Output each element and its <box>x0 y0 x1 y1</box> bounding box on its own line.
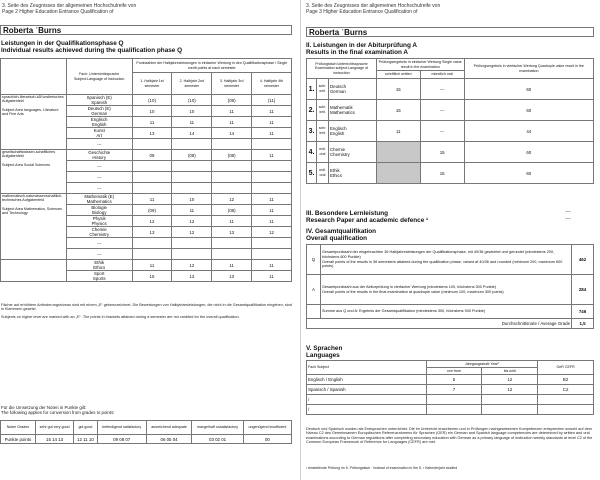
semester-points-cell: 10 <box>172 106 212 117</box>
conversion-points-cell: 09 08 07 <box>97 435 146 444</box>
semester-points-cell: (11) <box>252 95 292 106</box>
exam-written-cell <box>376 142 420 163</box>
language-ger: B2 <box>538 375 594 385</box>
exam-mode: mdl. oral <box>316 163 328 184</box>
exam-row <box>307 142 594 163</box>
subject-name-en: History <box>92 155 107 160</box>
exam-row <box>307 163 594 184</box>
conversion-header-adequate: ausreichend adequate <box>146 421 191 435</box>
semester-3-header: 3. Halbjahr 3rd semester <box>212 73 252 95</box>
exam-quad-cell: 60 <box>464 100 593 121</box>
exam-single-header: Prüfungsergebnis in einfacher Wertung Single value result in the examination <box>376 59 464 71</box>
exam-subject-de: Mathematik <box>329 105 353 110</box>
average-grade-value: 1,5 <box>572 319 594 329</box>
overall-row-text: Gesamtpunktzahl der eingebrachten 36 Halbjahresleistungen der Qualifikationsphase, mit 40/36 gewichtet und gerundet (mindestens 200, höchstens 600 Punkte) Overall points of the results in 36 semesters attained during the qualification phase, valued at 40/36 and rounded (minimum 200, maximum 600 points) <box>320 245 571 275</box>
semester-points-cell: 11 <box>252 194 292 205</box>
exam-mode: schr. writ. <box>316 100 328 121</box>
exam-mode: schr. writ. <box>316 121 328 142</box>
subject-cell <box>66 172 132 183</box>
subject-name-de: --- <box>97 163 102 169</box>
exam-subject-cell <box>328 121 376 142</box>
exam-subject-cell <box>328 142 376 163</box>
subject-cell <box>66 216 132 227</box>
left-footnote <box>1 303 293 319</box>
languages-note: Deutsch und Spanisch wurden als Erstsprachen unterrichtet. Die im Unterricht erworbenen und in Prüfungen nachgewiesenen Kompetenzen entsprechen sowohl auf dem Niveau C2 des Gemeinsamen Europäischen Referenzrahmens für Sprachen (GER) ein German and Spanish language competencies are determined by written and oral examinations according to German regulations after completing secondary education with German as a primary language of instruction weekly standards at level C2 of the Common European Framework of Reference for Languages (CEFR) are met. <box>306 427 593 445</box>
exam-subject-de: Ethik <box>329 168 340 173</box>
semester-points-cell: 11 <box>212 117 252 128</box>
semester-points-cell <box>132 139 172 150</box>
subject-name-de: Spanisch (E) <box>86 95 112 100</box>
exam-table-body <box>307 79 594 184</box>
subject-name-en: Mathematics <box>86 199 112 204</box>
subject-name-de: Chemie <box>91 227 107 232</box>
semester-points-cell: (08) <box>212 150 252 161</box>
subject-name-de: Kunst <box>93 128 105 133</box>
subject-cell <box>66 183 132 194</box>
overall-row-text: Gesamtpunktzahl aus der Abiturprüfung in vierfacher Wertung (mindestens 100, höchstens 300 Punkte) Overall points of the results in the final examination at quadruple value (minimum 100, maximum 300 points) <box>320 275 571 305</box>
subject-name-en: Spanish <box>91 100 108 105</box>
exam-written-cell <box>376 163 420 184</box>
semester-points-cell <box>212 161 252 172</box>
language-row <box>307 385 594 395</box>
semester-points-cell: 09 <box>132 150 172 161</box>
exam-oral-cell: --- <box>420 79 464 100</box>
language-to <box>482 395 538 405</box>
subject-name-de: --- <box>97 185 102 191</box>
semester-points-cell: 11 <box>132 194 172 205</box>
language-to: 12 <box>482 375 538 385</box>
conversion-title-de: Für die Umsetzung der Noten in Punkte gilt: <box>1 405 87 410</box>
qualification-table-body <box>1 95 292 282</box>
overall-row <box>307 245 594 275</box>
language-row <box>307 395 594 405</box>
semester-points-cell: 11 <box>252 271 292 282</box>
subject-cell <box>66 95 132 106</box>
exam-oral-cell: --- <box>420 100 464 121</box>
overall-title-en: Overall qualification <box>306 235 368 242</box>
exam-subject-de: Chemie <box>329 147 346 152</box>
semester-points-cell: (10) <box>132 95 172 106</box>
exam-row <box>307 121 594 142</box>
overall-row <box>307 275 594 305</box>
subject-name-de: Biologie <box>91 205 107 210</box>
overall-row <box>307 305 594 319</box>
semester-points-cell <box>252 172 292 183</box>
subject-name-de: Englisch <box>90 117 108 122</box>
exam-number: 1. <box>307 79 317 100</box>
subject-cell <box>66 249 132 260</box>
overall-section-title <box>306 228 376 242</box>
exam-number: 3. <box>307 121 317 142</box>
subject-area-label: mathematisch-naturwissenschaftlich-technisches Aufgabenfeld Subject Area Mathematics, Sciences and Technology <box>1 194 67 260</box>
lang-subject-header: Fach Subject <box>307 361 427 375</box>
lang-from-header: von from <box>426 368 482 375</box>
semester-points-cell: 15 <box>132 271 172 282</box>
exam-mode: mdl. oral <box>316 142 328 163</box>
area-col-header <box>1 59 67 95</box>
conversion-header-unsatisfactory: mangelhaft unsatisfactory <box>192 421 244 435</box>
subject-name-en: Sports <box>92 276 106 281</box>
right-name-box: Roberta ˈBurns <box>306 27 594 37</box>
subject-name-de: Deutsch (E) <box>87 106 111 111</box>
subject-name-en: Art <box>96 133 102 138</box>
overall-row-value: 746 <box>572 305 594 319</box>
exam-subject-en: Ethics <box>329 173 342 178</box>
conversion-title <box>1 405 114 415</box>
subject-name-en: German <box>91 111 108 116</box>
semester-points-cell <box>132 172 172 183</box>
subject-name-de: Mathematik (E) <box>84 194 115 199</box>
right-header-line-de: 3. Seite des Zeugnisses der allgemeinen Hochschulreife von <box>306 3 441 9</box>
conversion-header-good: gut good <box>74 421 97 435</box>
left-page-header <box>2 3 136 15</box>
semester-points-cell: 11 <box>172 117 212 128</box>
conversion-header-grades: Noten Grades <box>1 421 36 435</box>
semester-points-cell: 12 <box>172 216 212 227</box>
points-header-en: Single credit points at each semester <box>187 61 288 70</box>
conversion-points-cell: 00 <box>243 435 291 444</box>
left-section-title-en: Individual results achieved during the qualification phase Q <box>1 47 183 54</box>
languages-title-en: Languages <box>306 352 340 359</box>
points-header-de: Punktzahlen der Halbjahresleistungen in einfacher Wertung in den Qualifikationsphase / <box>136 61 277 66</box>
footnote-en: Subjects on higher level are marked with an „E“. The points in brackets attained during a semester are not credited for the overall qualification. <box>1 314 240 319</box>
left-section-title-de: Leistungen in der Qualifikationsphase Q <box>1 40 124 47</box>
research-value: --- <box>565 216 571 222</box>
semester-points-cell <box>252 249 292 260</box>
exam-subject-en: English <box>329 131 345 136</box>
exam-subject-cell <box>328 100 376 121</box>
semester-points-cell: 13 <box>212 227 252 238</box>
semester-points-cell: 10 <box>172 194 212 205</box>
subject-cell <box>66 128 132 139</box>
conversion-points-label: Punkte points <box>1 435 36 444</box>
language-from: 7 <box>426 385 482 395</box>
exam-subject-en: Mathematics <box>329 110 355 115</box>
semester-points-cell <box>252 183 292 194</box>
language-subject: Spanisch / Spanish <box>307 385 427 395</box>
semester-points-cell: (08) <box>212 205 252 216</box>
exam-section-title-en: Results in the final examination A <box>306 49 409 56</box>
semester-points-cell <box>212 183 252 194</box>
exam-section-title <box>306 42 417 56</box>
exam-oral-cell: 15 <box>420 163 464 184</box>
language-from <box>426 395 482 405</box>
semester-points-cell: 13 <box>212 271 252 282</box>
subject-name-en: Biology <box>91 210 107 215</box>
semester-points-cell <box>172 183 212 194</box>
language-to <box>482 405 538 415</box>
exam-oral-header: mündlich oral <box>420 71 464 79</box>
exam-subject-header: Prüfungsfach:Unterrichtssprache Examination subject:Language of instruction <box>307 59 377 79</box>
subject-cell <box>66 117 132 128</box>
qualification-row <box>1 194 292 205</box>
subject-cell <box>66 139 132 150</box>
semester-points-cell: 11 <box>252 106 292 117</box>
language-ger <box>538 405 594 415</box>
left-header-line-de: 3. Seite des Zeugnisses der allgemeinen Hochschulreife von <box>2 3 137 9</box>
subject-cell <box>66 106 132 117</box>
exam-number: 2. <box>307 100 317 121</box>
semester-points-cell: 14 <box>172 128 212 139</box>
semester-points-cell <box>252 238 292 249</box>
semester-points-cell: 11 <box>212 106 252 117</box>
semester-points-cell: (08) <box>172 150 212 161</box>
semester-points-cell: (09) <box>132 205 172 216</box>
subject-name-en: Physics <box>91 221 107 226</box>
semester-points-cell: 12 <box>172 260 212 271</box>
semester-points-cell: 11 <box>252 205 292 216</box>
right-header-line-en: Page 3 Higher Education Entrance Qualification of <box>306 9 418 15</box>
subject-name-de: Ethik <box>94 260 105 265</box>
exam-number: 5. <box>307 163 317 184</box>
semester-points-cell <box>132 183 172 194</box>
subject-name-de: Sport <box>93 271 105 276</box>
semester-points-cell <box>172 161 212 172</box>
research-section-title <box>306 210 428 224</box>
subject-name-de: --- <box>97 141 102 147</box>
semester-points-cell: 11 <box>212 260 252 271</box>
semester-points-cell: 11 <box>252 128 292 139</box>
language-from: 5 <box>426 375 482 385</box>
qualification-row <box>1 150 292 161</box>
exam-table <box>306 58 594 184</box>
lang-to-header: bis until <box>482 368 538 375</box>
overall-row-value: 462 <box>572 245 594 275</box>
language-subject: Englisch / English <box>307 375 427 385</box>
exam-written-cell: 15 <box>376 100 420 121</box>
semester-points-cell: 10 <box>132 106 172 117</box>
right-page-header <box>306 3 440 15</box>
exam-number: 4. <box>307 142 317 163</box>
language-from <box>426 405 482 415</box>
subject-cell <box>66 260 132 271</box>
semester-points-cell <box>172 249 212 260</box>
subject-cell <box>66 271 132 282</box>
conversion-title-en: The following applies for conversion from grades to points: <box>1 410 115 415</box>
exam-row <box>307 79 594 100</box>
language-to: 12 <box>482 385 538 395</box>
semester-points-cell: 11 <box>212 216 252 227</box>
semester-points-cell: 11 <box>132 260 172 271</box>
subject-area-label <box>1 260 67 282</box>
subject-col-header: Fach: Unterrichtssprache Subject:Language of instruction <box>66 59 132 95</box>
exam-subject-de: Englisch <box>329 126 347 131</box>
overall-row-value: 284 <box>572 275 594 305</box>
left-section-title <box>1 40 182 54</box>
semester-points-cell <box>132 238 172 249</box>
subject-name-de: --- <box>97 251 102 257</box>
conversion-table <box>0 420 292 444</box>
languages-section-title <box>306 345 342 359</box>
subject-area-label: gesellschaftswissen-schaftliches Aufgabenfeld Subject Area Social Sciences <box>1 150 67 194</box>
semester-points-cell <box>252 161 292 172</box>
subject-cell <box>66 194 132 205</box>
semester-points-cell: 11 <box>252 150 292 161</box>
subject-cell <box>66 150 132 161</box>
semester-1-header: 1. Halbjahr 1st semester <box>132 73 172 95</box>
semester-points-cell <box>172 172 212 183</box>
subject-name-en: Chemistry <box>89 232 110 237</box>
average-grade-label: Durchschnittsnote / Average Grade <box>307 319 572 329</box>
exam-row <box>307 100 594 121</box>
semester-2-header: 2. Halbjahr 2nd semester <box>172 73 212 95</box>
conversion-points-cell: 06 05 04 <box>146 435 191 444</box>
lang-ger-header: GeR CEFR <box>538 361 594 375</box>
conversion-header-satisfactory: befriedigend satisfactory <box>97 421 146 435</box>
semester-points-cell: 11 <box>172 205 212 216</box>
semester-points-cell: 13 <box>132 227 172 238</box>
exam-quad-cell: 60 <box>464 142 593 163</box>
footnote-de: Fächer auf erhöhtem Anforderungsniveau sind mit einem „E“ gekennzeichnet. Die Bewertungen von Halbjahresleistungen, die nicht in die Gesamtqualifikation eingehen, sind in Klammern gesetzt. <box>1 303 292 312</box>
semester-points-cell: 14 <box>212 128 252 139</box>
research-values <box>558 209 578 223</box>
languages-table-body <box>307 375 594 415</box>
subject-cell <box>66 238 132 249</box>
semester-points-cell <box>212 249 252 260</box>
subject-name-de: --- <box>97 174 102 180</box>
semester-points-cell: (09) <box>212 95 252 106</box>
exam-mode: schr. writ. <box>316 79 328 100</box>
exam-quad-header: Prüfungsergebnis in vierfacher Wertung Quadruple value result in the examination <box>464 59 593 79</box>
semester-points-cell: (10) <box>172 95 212 106</box>
exam-subject-en: German <box>329 89 346 94</box>
languages-title-de: V. Sprachen <box>306 345 343 352</box>
lang-years-header: Jahrgangsstufe Year² <box>426 361 538 368</box>
semester-points-cell <box>132 249 172 260</box>
semester-points-cell: 11 <box>252 260 292 271</box>
exam-section-title-de: II. Leistungen in der Abiturprüfung A <box>306 42 417 49</box>
semester-points-cell: 11 <box>252 216 292 227</box>
right-page <box>300 0 600 480</box>
conversion-header-very-good: sehr gut very good <box>35 421 74 435</box>
semester-points-cell: 12 <box>132 216 172 227</box>
subject-cell <box>66 205 132 216</box>
language-subject: / <box>307 405 427 415</box>
language-ger <box>538 395 594 405</box>
semester-points-cell <box>172 139 212 150</box>
exam-quad-cell: 60 <box>464 163 593 184</box>
exam-subject-en: Chemistry <box>329 152 350 157</box>
semester-points-cell: 11 <box>252 117 292 128</box>
research-title-de: III. Besondere Lernleistung <box>306 210 389 217</box>
language-ger: C2 <box>538 385 594 395</box>
semester-points-cell: 12 <box>212 194 252 205</box>
exam-quad-cell: 60 <box>464 79 593 100</box>
exam-written-cell: 11 <box>376 121 420 142</box>
conversion-points-cell: 03 02 01 <box>192 435 244 444</box>
semester-points-cell: 13 <box>172 271 212 282</box>
points-col-header <box>132 59 291 73</box>
overall-row-text: Summe aus Q und A: Ergebnis der Gesamtqualifikation (mindestens 300, höchstens 900 Punkte) <box>320 305 571 319</box>
research-value: --- <box>565 209 571 215</box>
subject-name-en: English <box>91 122 107 127</box>
overall-row-label <box>307 305 321 319</box>
overall-row-label: A <box>307 275 321 305</box>
exam-oral-cell: 15 <box>420 142 464 163</box>
exam-subject-cell <box>328 163 376 184</box>
semester-4-header: 4. Halbjahr 4th semester <box>252 73 292 95</box>
exam-written-cell: 15 <box>376 79 420 100</box>
semester-points-cell <box>252 139 292 150</box>
subject-name-de: Geschichte <box>88 150 111 155</box>
semester-points-cell <box>132 161 172 172</box>
exam-oral-cell: --- <box>420 121 464 142</box>
qualification-row <box>1 95 292 106</box>
conversion-header-insufficient: ungenügend insufficient <box>243 421 291 435</box>
subject-name-de: Physik <box>92 216 106 221</box>
semester-points-cell <box>172 238 212 249</box>
language-row <box>307 375 594 385</box>
conversion-points-cell: 15 14 13 <box>35 435 74 444</box>
semester-points-cell: 13 <box>132 128 172 139</box>
qualification-table <box>0 58 292 282</box>
languages-table <box>306 360 594 415</box>
research-title-en: Research Paper and academic defence ¹ <box>306 217 429 224</box>
subject-cell <box>66 227 132 238</box>
left-header-line-en: Page 2 Higher Education Entrance Qualification of <box>2 9 114 15</box>
overall-table <box>306 244 594 329</box>
left-name-box: Roberta ˈBurns <box>0 25 292 35</box>
subject-name-de: --- <box>97 240 102 246</box>
exam-subject-cell <box>328 79 376 100</box>
exam-subject-de: Deutsch <box>329 84 347 89</box>
subject-area-label: sprachlich-literarisch-kÃ¼nstlerisches Aufgabenfeld Subject Area languages, Literature and Fine Arts <box>1 95 67 150</box>
conversion-points-cell: 12 11 10 <box>74 435 97 444</box>
overall-title-de: IV. Gesamtqualifikation <box>306 228 377 235</box>
qualification-row <box>1 260 292 271</box>
exam-quad-cell: 44 <box>464 121 593 142</box>
exam-written-header: schriftlich written <box>376 71 420 79</box>
language-row <box>307 405 594 415</box>
language-subject: / <box>307 395 427 405</box>
semester-points-cell: 11 <box>132 117 172 128</box>
semester-points-cell <box>212 172 252 183</box>
subject-cell <box>66 161 132 172</box>
right-footnotes: ¹ einstellende Prüfung im 5. Prüfungsfach · Instead of examination in the 5. ² Kalenderjahr studied <box>306 466 458 470</box>
semester-points-cell: 12 <box>252 227 292 238</box>
semester-points-cell: 12 <box>172 227 212 238</box>
semester-points-cell <box>212 238 252 249</box>
overall-table-body <box>307 245 594 319</box>
semester-points-cell <box>212 139 252 150</box>
overall-row-label: Q <box>307 245 321 275</box>
subject-name-en: Ethics <box>93 265 106 270</box>
